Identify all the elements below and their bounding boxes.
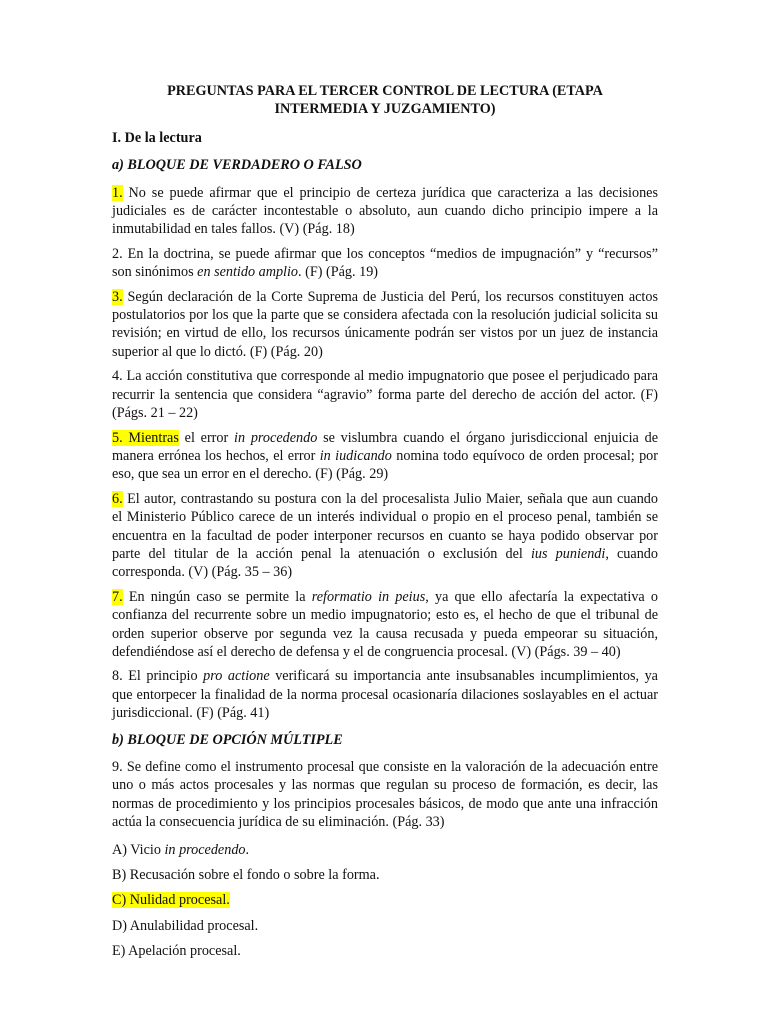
question-item xyxy=(112,288,658,362)
question-text: Según declaración de la Corte Suprema de Justicia del Perú, los recursos constituyen actos postulatorios por los que la parte que se considera afectada con la resolución judicial solicita su revisión; en virtud de ello, los recursos únicamente podrán ser vistos por un juez de instancia superior al que lo dictó. (F) (Pág. 20) xyxy=(112,288,658,360)
question-text: nomina todo equívoco de orden procesal; por eso, que sea un error en el derecho. (F) (Pág. 29) xyxy=(112,447,658,483)
option-item xyxy=(112,917,658,935)
block-a-heading: a) BLOQUE DE VERDADERO O FALSO xyxy=(112,157,362,174)
question-text: el error xyxy=(178,429,235,446)
latin-term: in procedendo xyxy=(164,841,246,858)
question-number: 7. xyxy=(112,588,123,605)
question-item xyxy=(112,667,658,722)
question-text: . (F) (Pág. 19) xyxy=(298,264,379,281)
option-label: A) Vicio xyxy=(112,841,165,858)
latin-term: reformatio in peius xyxy=(311,588,426,605)
option-text xyxy=(112,867,380,883)
option-text xyxy=(112,892,230,908)
question-item xyxy=(112,588,658,662)
question-item xyxy=(112,490,658,582)
question-number: 6. xyxy=(112,490,123,507)
latin-term: ius puniendi xyxy=(530,545,606,562)
question-number: 3. xyxy=(112,288,123,305)
question-item xyxy=(112,184,658,239)
option-item xyxy=(112,891,658,909)
option-label: . xyxy=(245,841,250,858)
question-number: 8. xyxy=(112,668,123,685)
latin-term: in procedendo xyxy=(234,429,318,446)
question-text: , ya que ello afectaría la expectativa o confianza del recurrente sobre un medio impugnatorio; esto es, el hecho de que el tribunal de orden superior observe por segunda vez la causa recusada y pueda empeorar su situación, defendiéndose así el derecho de defensa y el de congruencia procesal. (V) (Págs. 39 – 40) xyxy=(112,588,658,660)
document-title: PREGUNTAS PARA EL TERCER CONTROL DE LECTURA (ETAPA INTERMEDIA Y JUZGAMIENTO) xyxy=(167,83,603,118)
question-text: se vislumbra cuando el órgano jurisdiccional enjuicia de manera errónea los hechos, el error xyxy=(112,429,658,464)
question-text: La acción constitutiva que corresponde al medio impugnatorio que posee el perjudicado para recurrir la sentencia que considera “agravio” forma parte del derecho de acción del actor. (F) (Págs. 21 – 22) xyxy=(112,368,658,422)
section-heading: I. De la lectura xyxy=(112,129,202,146)
option-item xyxy=(112,841,658,859)
question-number: 4. xyxy=(112,368,123,385)
question-text: El autor, contrastando su postura con la del procesalista Julio Maier, señala que aun cuando el Ministerio Público carece de un interés individual o propio en el proceso penal, también se encuentra en la facultad de poder interponer recursos en cuanto se haya podido observar por parte del titular de la acción penal la atenuación o exclusión del xyxy=(112,490,658,562)
question-text: , cuando corresponda. (V) (Pág. 35 – 36) xyxy=(112,545,658,581)
question-number: 1. xyxy=(112,184,123,201)
question-text: verificará su importancia ante insubsanables incumplimientos, ya que entorpecer la finalidad de la norma procesal ocasionaría dilaciones soslayables en el actuar jurisdiccional. (F) (Pág. 41) xyxy=(112,668,658,722)
latin-term: en sentido amplio xyxy=(197,264,299,281)
question-number: 5. Mientras xyxy=(112,429,179,446)
question-text: El principio xyxy=(122,668,204,685)
option-label: E) Apelación procesal. xyxy=(112,943,241,960)
option-text xyxy=(112,918,258,934)
option-text xyxy=(112,943,241,959)
question-text: En la doctrina, se puede afirmar que los conceptos “medios de impugnación” y “recursos” son sinónimos xyxy=(112,245,658,281)
true-false-questions xyxy=(112,184,658,723)
document-page xyxy=(112,82,658,968)
question-number: 2. xyxy=(112,245,123,262)
option-label: D) Anulabilidad procesal. xyxy=(112,917,259,934)
question-text: No se puede afirmar que el principio de certeza jurídica que caracteriza a las decisiones judiciales es de carácter incontestable o absoluto, aun cuando dicho principio impere a la inmutabilidad en tales fallos. (V) (Pág. 18) xyxy=(112,184,658,238)
question-9: 9. Se define como el instrumento procesal que consiste en la valoración de la adecuación entre uno o más actos procesales y las normas que regulan su proceso de formación, es decir, las normas de procedimiento y los principios procesales básicos, de modo que ante una infracción actúa la consecuencia jurídica de su eliminación. (Pág. 33) xyxy=(112,759,658,831)
latin-term: pro actione xyxy=(203,668,270,685)
option-item xyxy=(112,866,658,884)
option-item xyxy=(112,942,658,960)
question-item xyxy=(112,245,658,282)
latin-term: in iudicando xyxy=(319,447,392,464)
question-item xyxy=(112,367,658,422)
block-b-heading: b) BLOQUE DE OPCIÓN MÚLTIPLE xyxy=(112,731,343,748)
option-text xyxy=(112,842,249,858)
option-label: C) Nulidad procesal. xyxy=(112,892,230,909)
question-text: En ningún caso se permite la xyxy=(122,588,312,605)
option-label: B) Recusación sobre el fondo o sobre la forma. xyxy=(112,867,380,884)
answer-options xyxy=(112,841,658,961)
question-item xyxy=(112,429,658,484)
